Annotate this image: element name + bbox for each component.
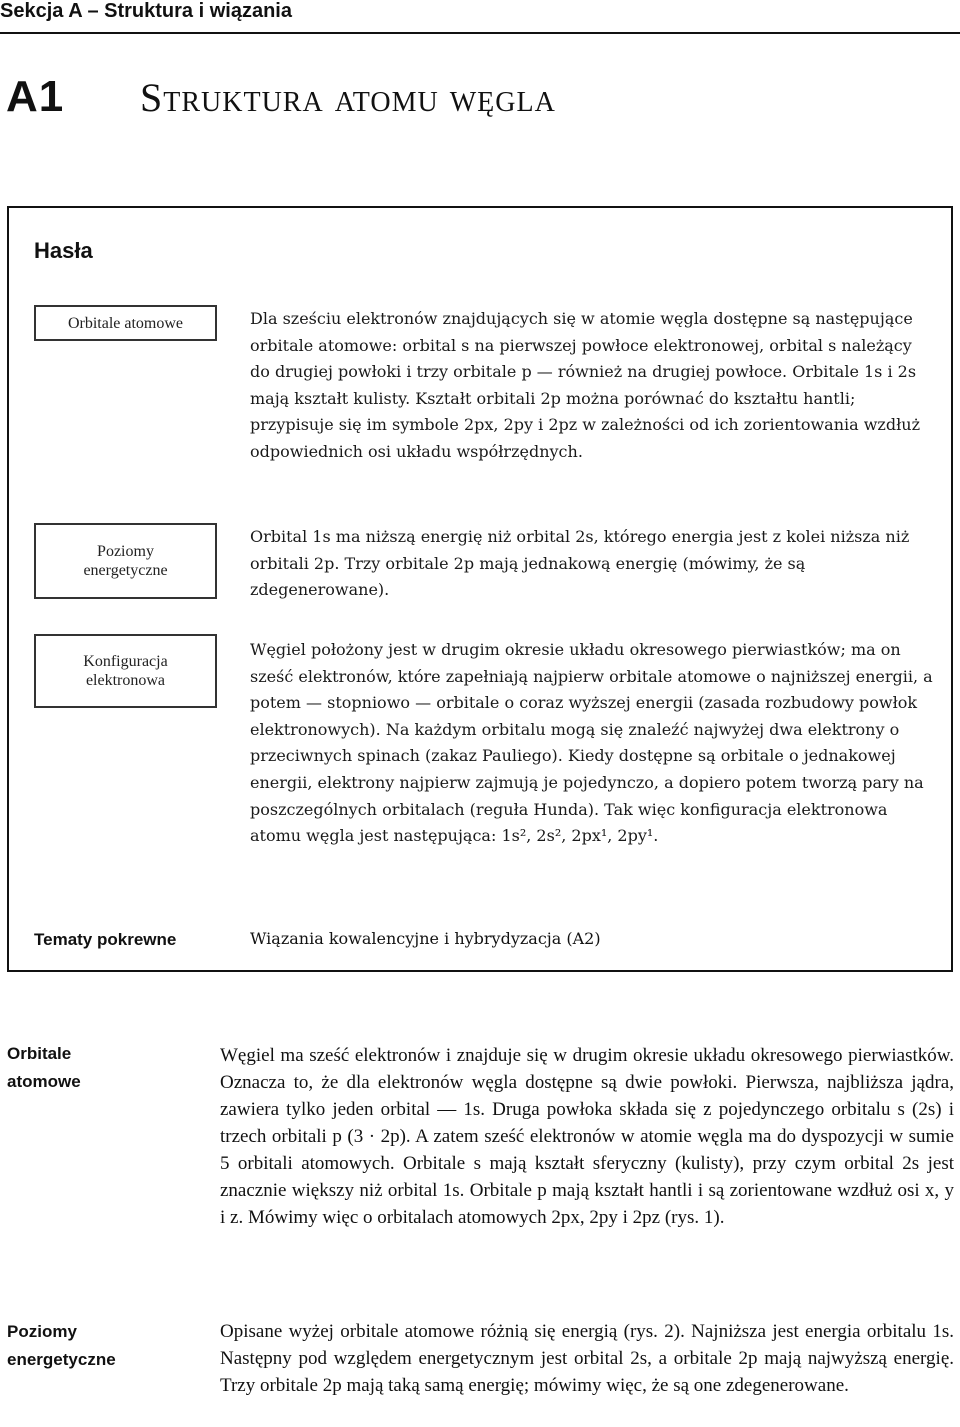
- related-topics-text: Wiązania kowalencyjne i hybrydyzacja (A2): [250, 929, 601, 948]
- tag-label-line2: elektronowa: [85, 672, 166, 689]
- tag-label-line1: Poziomy: [97, 543, 154, 560]
- related-topics-label: Tematy pokrewne: [34, 930, 177, 949]
- body-label-line2: energetyczne: [7, 1350, 116, 1369]
- body-label-line2: atomowe: [7, 1072, 81, 1091]
- summary-text-orbitale: Dla sześciu elektronów znajdujących się w atomie węgla dostępne są następujące orbitale atomowe: orbital s na pierwszej powłoce elektronowej, orbital s należący do drugiej powłoki i trzy orbitale p — również na drugiej powłoce. Orbitale 1s i 2s mają kształt kulisty. Kształt orbitali 2p można porównać do kształtu hantli; przypisuje się im symbole 2px, 2py i 2pz w zależności od ich zorientowania wzdłuż odpowiednich osi układu współrzędnych.: [250, 309, 921, 461]
- tag-poziomy-energetyczne: [34, 523, 217, 599]
- body-label-poziomy: [7, 1318, 197, 1374]
- tag-konfiguracja-elektronowa: [34, 634, 217, 708]
- header-rule: [0, 32, 960, 34]
- body-label-orbitale: [7, 1040, 197, 1096]
- section-header: Sekcja A – Struktura i wiązania: [0, 0, 292, 22]
- tag-label-line1: Konfiguracja: [83, 653, 168, 670]
- chapter-title: Struktura atomu węgla: [140, 75, 556, 120]
- body-text-poziomy: Opisane wyżej orbitale atomowe różnią się energią (rys. 2). Najniższa jest energia orbitalu 1s. Następny pod względem energetycznym jest orbital 2s, a orbitale 2p mają najwyższą energię. Trzy orbitale 2p mają taką samą energię; mówimy więc, że są one zdegenerowane.: [220, 1321, 954, 1396]
- summary-title: Hasła: [34, 238, 93, 263]
- body-label-line1: Orbitale: [7, 1044, 72, 1063]
- chapter-number: A1: [6, 72, 65, 121]
- tag-label: Orbitale atomowe: [67, 314, 184, 332]
- body-text-orbitale: Węgiel ma sześć elektronów i znajduje się w drugim okresie układu okresowego pierwiastków. Oznacza to, że dla elektronów węgla dostępne są dwie powłoki. Pierwsza, najbliższa jądra, zawiera tylko jeden orbital — 1s. Druga powłoka składa się z pojedynczego orbitalu s (2s) i trzech orbitali p (3 · 2p). A zatem sześć elektronów w atomie węgla ma do dyspozycji w sumie 5 orbitali atomowych. Orbitale s mają kształt sferyczny (kulisty), przy czym orbital 2s jest znacznie większy niż orbital 1s. Orbitale p mają kształt hantli i są zorientowane wzdłuż osi x, y i z. Mówimy więc o orbitalach atomowych 2px, 2py i 2pz (rys. 1).: [220, 1045, 954, 1228]
- tag-label-line2: energetyczne: [83, 562, 168, 579]
- body-label-line1: Poziomy: [7, 1322, 77, 1341]
- summary-text-poziomy: Orbital 1s ma niższą energię niż orbital 2s, którego energia jest z kolei niższa niż orbitali 2p. Trzy orbitale 2p mają jednakową energię (mówimy, że są zdegenerowane).: [250, 527, 910, 600]
- summary-text-konfiguracja: Węgiel położony jest w drugim okresie układu okresowego pierwiastków; ma on sześć elektronów, które zapełniają najpierw orbitale atomowe o najniższej energii, a potem — stopniowo — orbitale o coraz wyższej energii (zasada rozbudowy powłok elektronowych). Na każdym orbitalu mogą się znaleźć najwyżej dwa elektrony o przeciwnych spinach (zakaz Pauliego). Kiedy dostępne są orbitale o jednakowej energii, elektrony najpierw zajmują je pojedynczo, a dopiero potem tworzą pary na poszczególnych orbitalach (reguła Hunda). Tak więc konfiguracja elektronowa atomu węgla jest następująca: 1s², 2s², 2px¹, 2py¹.: [250, 640, 933, 846]
- tag-orbitale-atomowe: [34, 305, 217, 341]
